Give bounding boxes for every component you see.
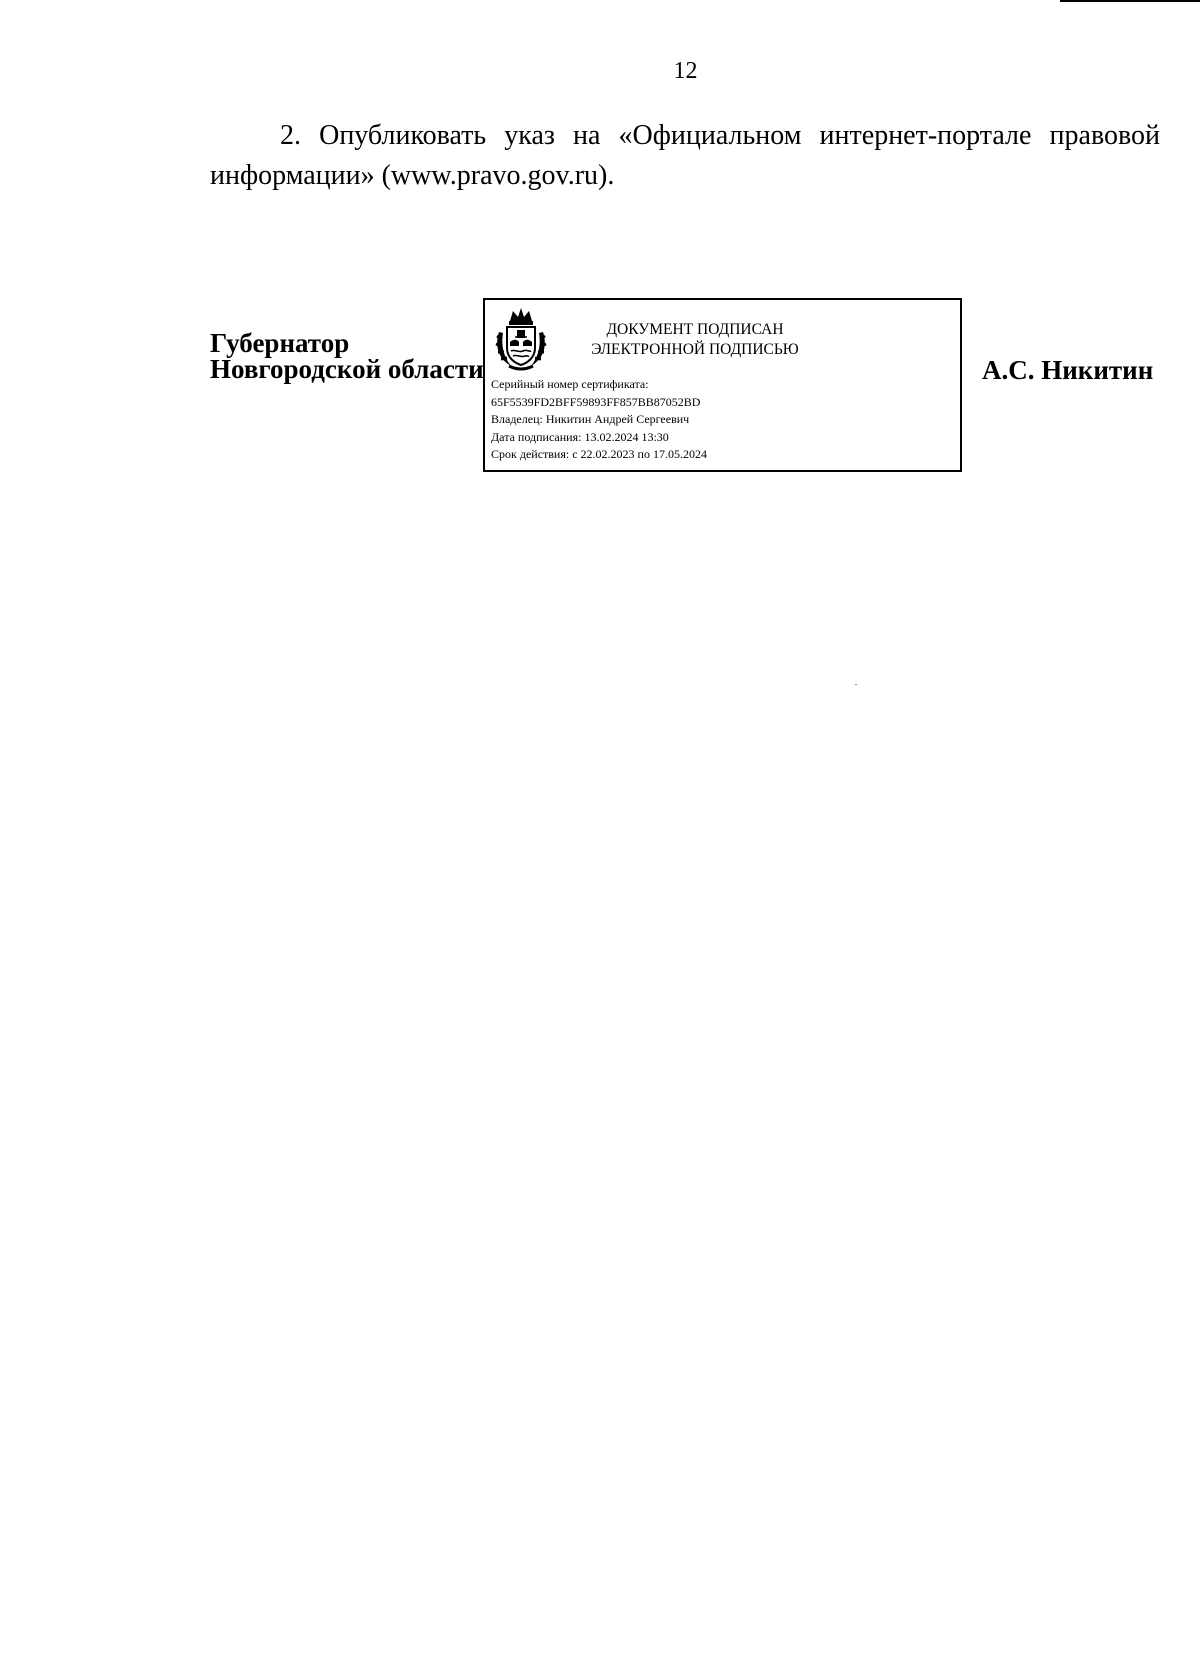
scan-speck — [855, 684, 857, 685]
stamp-heading — [565, 320, 825, 360]
page-number: 12 — [673, 58, 698, 84]
body-paragraph: 2. Опубликовать указ на «Официальном интернет-портале правовой информации» (www.pravo.gov.ru). — [210, 120, 1160, 191]
scan-edge-line — [1060, 0, 1200, 2]
signer-title-line-2: Новгородской области — [210, 354, 484, 384]
certificate-owner: Владелец: Никитин Андрей Сергеевич — [491, 412, 690, 426]
novgorod-coat-of-arms-icon — [493, 306, 549, 372]
signer-title — [210, 330, 484, 382]
stamp-heading-line-2: ЭЛЕКТРОННОЙ ПОДПИСЬЮ — [591, 341, 799, 358]
signer-name: А.С. Никитин — [982, 355, 1154, 385]
stamp-details — [491, 376, 707, 464]
electronic-signature-stamp — [483, 298, 962, 472]
certificate-serial-value: 65F5539FD2BFF59893FF857BB87052BD — [491, 394, 701, 409]
signing-date: Дата подписания: 13.02.2024 13:30 — [491, 429, 669, 444]
signer-title-line-1: Губернатор — [210, 328, 350, 358]
stamp-heading-line-1: ДОКУМЕНТ ПОДПИСАН — [606, 321, 784, 338]
certificate-validity: Срок действия: с 22.02.2023 по 17.05.2024 — [491, 447, 707, 461]
certificate-serial-label: Серийный номер сертификата: — [491, 377, 649, 391]
